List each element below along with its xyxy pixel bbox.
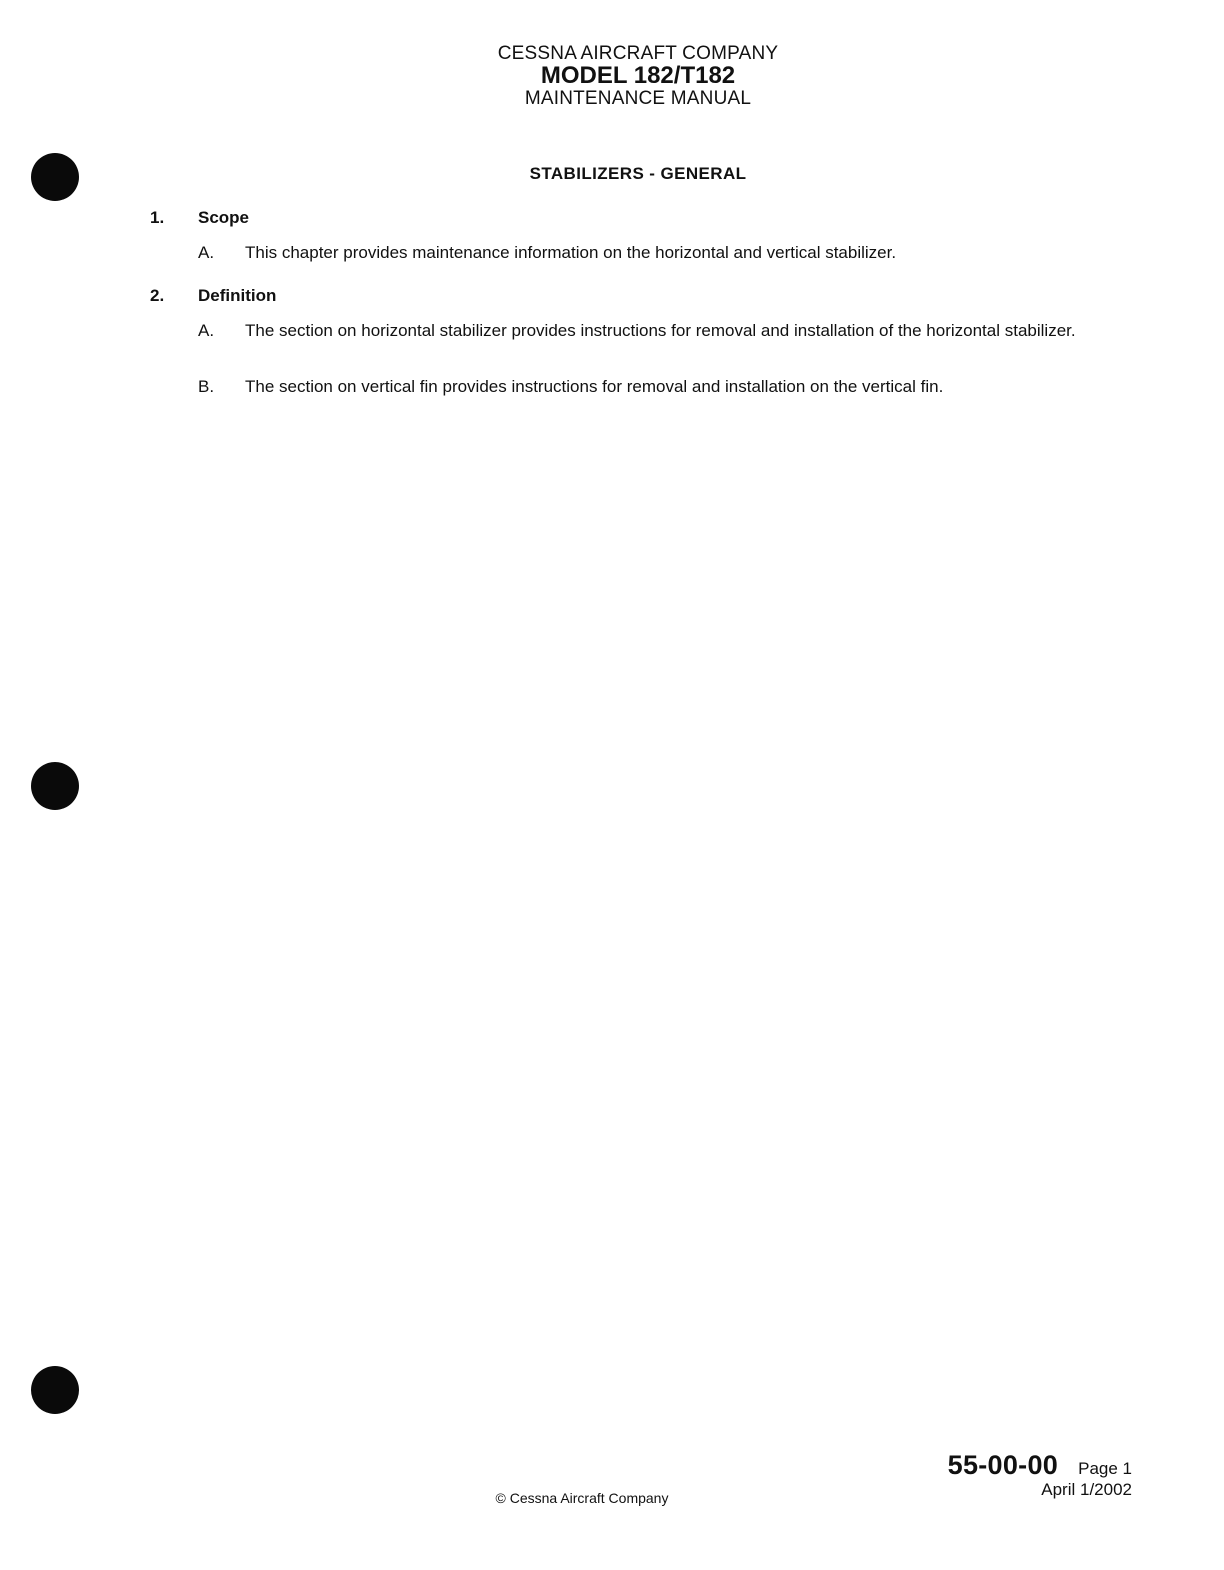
footer-copyright: © Cessna Aircraft Company (495, 1490, 669, 1506)
section-heading-scope (150, 208, 249, 228)
company-name: CESSNA AIRCRAFT COMPANY (497, 43, 779, 64)
model-title: MODEL 182/T182 (540, 62, 736, 89)
list-item (198, 242, 1138, 263)
item-text: This chapter provides maintenance information on the horizontal and vertical stabilizer. (245, 243, 897, 262)
section-title: STABILIZERS - GENERAL (529, 164, 747, 183)
section-heading-definition (150, 286, 276, 306)
item-text: The section on vertical fin provides instructions for removal and installation on the vertical fin. (245, 377, 944, 396)
list-item (198, 320, 1138, 341)
item-text: The section on horizontal stabilizer provides instructions for removal and installation of the horizontal stabilizer. (245, 321, 1076, 340)
punch-hole-bottom (31, 1366, 79, 1414)
page-number: Page 1 (1078, 1459, 1132, 1478)
item-letter: A. (198, 243, 215, 262)
item-letter: B. (198, 377, 215, 396)
section-heading-label: Scope (198, 208, 250, 227)
punch-hole-middle (31, 762, 79, 810)
manual-title: MAINTENANCE MANUAL (524, 88, 752, 109)
item-letter: A. (198, 321, 215, 340)
revision-date: April 1/2002 (1041, 1480, 1132, 1499)
section-number: 1. (150, 208, 165, 227)
chapter-code: 55-00-00 (947, 1450, 1059, 1480)
list-item (198, 376, 1138, 397)
section-heading-label: Definition (198, 286, 277, 305)
section-number: 2. (150, 286, 165, 305)
footer-page-info (948, 1450, 1132, 1499)
page-header (0, 44, 1224, 110)
